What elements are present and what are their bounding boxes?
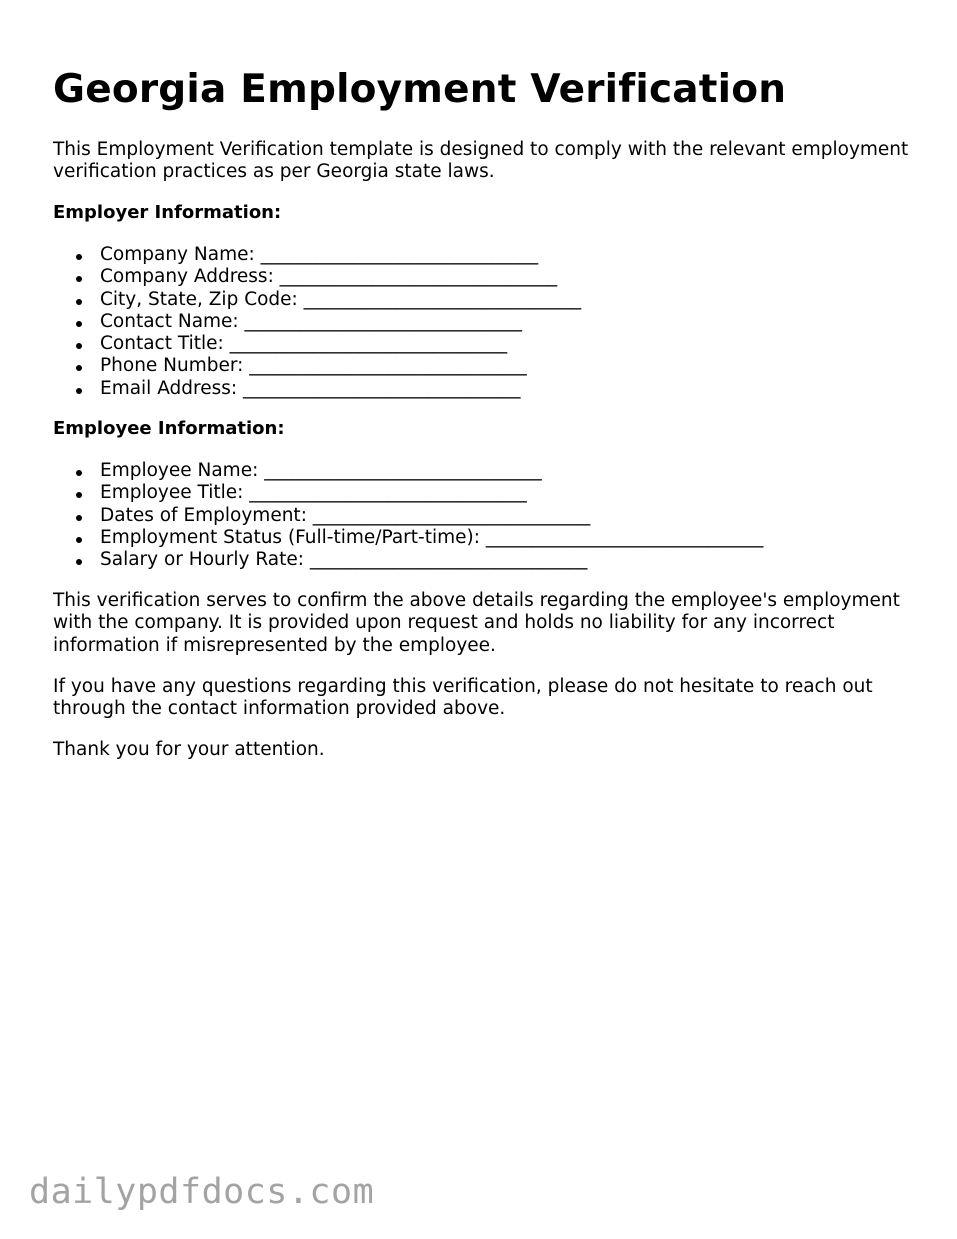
field-label: Phone Number: ______________________________ bbox=[100, 355, 527, 377]
employer-field-city-state-zip bbox=[53, 289, 581, 311]
field-label: Email Address: ______________________________ bbox=[100, 377, 521, 399]
employer-field-company-address bbox=[53, 266, 581, 288]
employer-field-contact-name bbox=[53, 311, 581, 333]
watermark: dailypdfdocs.com bbox=[29, 1172, 375, 1212]
bullet-icon bbox=[76, 559, 82, 565]
employee-info-list bbox=[53, 460, 763, 571]
bullet-icon bbox=[76, 343, 82, 349]
thank-you-paragraph: Thank you for your attention. bbox=[53, 739, 325, 760]
bullet-icon bbox=[76, 388, 82, 394]
bullet-icon bbox=[76, 254, 82, 260]
employee-field-title bbox=[53, 482, 763, 504]
employer-field-email-address bbox=[53, 378, 581, 400]
bullet-icon bbox=[76, 299, 82, 305]
employee-field-name bbox=[53, 460, 763, 482]
employee-field-dates bbox=[53, 505, 763, 527]
bullet-icon bbox=[76, 515, 82, 521]
bullet-icon bbox=[76, 321, 82, 327]
employee-field-status bbox=[53, 527, 763, 549]
field-label: City, State, Zip Code: ______________________________ bbox=[100, 288, 582, 310]
employer-field-phone-number bbox=[53, 355, 581, 377]
field-label: Employee Name: ______________________________ bbox=[100, 460, 542, 481]
employer-info-list bbox=[53, 244, 581, 400]
field-label: Employee Title: ______________________________ bbox=[100, 482, 527, 504]
employer-field-contact-title bbox=[53, 333, 581, 355]
page-title: Georgia Employment Verification bbox=[53, 67, 787, 112]
field-label: Contact Name: ______________________________ bbox=[100, 310, 523, 332]
field-label: Company Address: ______________________________ bbox=[100, 266, 558, 288]
contact-questions-paragraph: If you have any questions regarding this verification, please do not hesitate to reach out through the contact information provided above. bbox=[53, 676, 873, 720]
field-label: Contact Title: ______________________________ bbox=[100, 333, 508, 355]
employee-section-heading: Employee Information: bbox=[53, 418, 285, 439]
bullet-icon bbox=[76, 365, 82, 371]
employer-field-company-name bbox=[53, 244, 581, 266]
field-label: Company Name: ______________________________ bbox=[100, 244, 539, 265]
employer-section-heading: Employer Information: bbox=[53, 202, 282, 223]
field-label: Salary or Hourly Rate: ______________________________ bbox=[100, 549, 588, 571]
field-label: Dates of Employment: ______________________________ bbox=[100, 504, 591, 526]
bullet-icon bbox=[76, 470, 82, 476]
bullet-icon bbox=[76, 276, 82, 282]
verification-disclaimer-paragraph: This verification serves to confirm the above details regarding the employee's employment with the company. It is provided upon request and holds no liability for any incorrect information if misrepresented by the employee. bbox=[53, 590, 900, 656]
bullet-icon bbox=[76, 537, 82, 543]
employee-field-salary bbox=[53, 549, 763, 571]
intro-paragraph: This Employment Verification template is designed to comply with the relevant employment verification practices as per Georgia state laws. bbox=[53, 139, 909, 183]
field-label: Employment Status (Full-time/Part-time): ______________________________ bbox=[100, 526, 764, 548]
bullet-icon bbox=[76, 492, 82, 498]
